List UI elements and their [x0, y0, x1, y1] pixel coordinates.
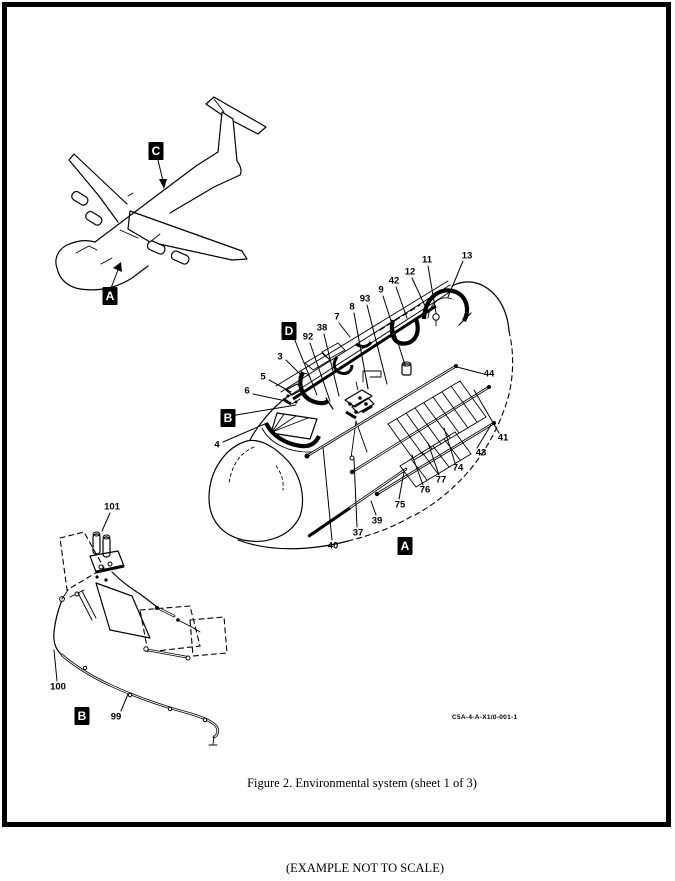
callout-38: 38 [316, 322, 328, 334]
callout-3: 3 [277, 351, 283, 363]
callout-76: 76 [419, 484, 431, 496]
zone-box-d: D [282, 322, 297, 340]
callout-4: 4 [214, 439, 220, 451]
callout-43: 43 [475, 447, 487, 459]
callout-40: 40 [327, 540, 339, 552]
callout-100: 100 [50, 681, 66, 693]
callout-8: 8 [349, 301, 355, 313]
callout-92: 92 [302, 331, 314, 343]
zone-box-c: C [149, 142, 164, 160]
zone-box-a: A [103, 287, 118, 305]
callout-13: 13 [461, 250, 473, 262]
callout-42: 42 [388, 275, 400, 287]
callout-75: 75 [394, 499, 406, 511]
callout-41: 41 [497, 432, 509, 444]
callout-37: 37 [352, 527, 364, 539]
footer-note: (EXAMPLE NOT TO SCALE) [286, 861, 444, 875]
callout-11: 11 [421, 254, 433, 266]
callout-93: 93 [359, 293, 371, 305]
callout-99: 99 [110, 711, 122, 723]
callout-9: 9 [378, 284, 384, 296]
figure-caption: Figure 2. Environmental system (sheet 1 of 3) [247, 776, 477, 790]
callout-101: 101 [104, 501, 120, 513]
callout-74: 74 [452, 462, 464, 474]
callout-6: 6 [244, 385, 250, 397]
drawing-number: C5A-4-A-X1/0-001-1 [452, 714, 518, 721]
callout-44: 44 [483, 368, 495, 380]
zone-box-b: B [221, 409, 236, 427]
callout-77: 77 [435, 474, 447, 486]
callout-12: 12 [404, 266, 416, 278]
callout-5: 5 [260, 371, 266, 383]
callout-39: 39 [371, 515, 383, 527]
zone-box-b: B [75, 707, 90, 725]
callout-7: 7 [334, 311, 340, 323]
zone-box-a: A [398, 537, 413, 555]
